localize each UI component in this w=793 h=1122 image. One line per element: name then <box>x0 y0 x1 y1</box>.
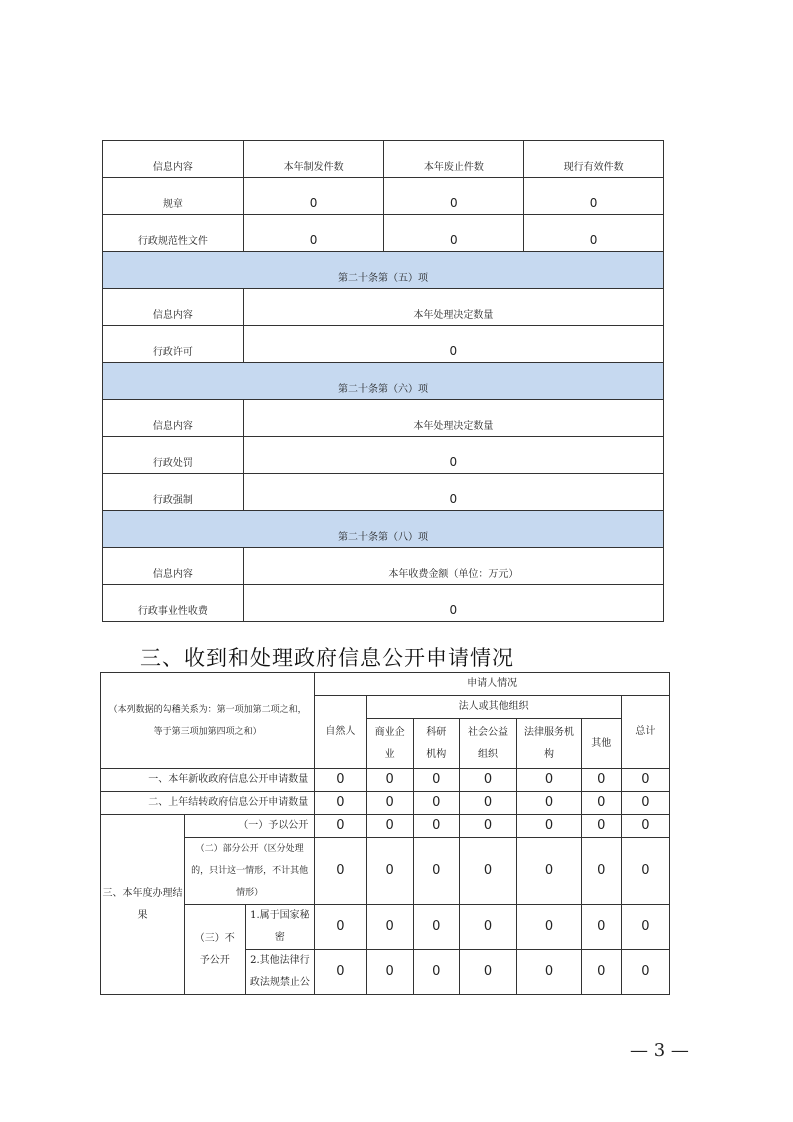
row-label: 行政处罚 <box>103 437 244 474</box>
section-header-row <box>103 363 664 400</box>
header-cell: 本年收费金额（单位：万元） <box>243 548 663 585</box>
value-cell: 0 <box>315 792 366 815</box>
value-cell: 0 <box>459 815 516 838</box>
value-cell: 0 <box>621 950 669 995</box>
value-cell: 0 <box>413 950 459 995</box>
note-cell: （本列数据的勾稽关系为：第一项加第二项之和，等于第三项加第四项之和） <box>101 673 315 769</box>
header-cell: 申请人情况 <box>315 673 670 696</box>
row-label: 行政许可 <box>103 326 244 363</box>
value-cell: 0 <box>517 815 582 838</box>
value-cell: 0 <box>315 905 366 950</box>
value-cell: 0 <box>366 815 413 838</box>
value-cell: 0 <box>315 838 366 905</box>
value-cell: 0 <box>384 215 524 252</box>
value-cell: 0 <box>459 950 516 995</box>
row-group-label: （三）不予公开 <box>185 905 245 995</box>
value-cell: 0 <box>315 950 366 995</box>
table-row <box>103 215 664 252</box>
page-number: — 3 — <box>630 1040 689 1061</box>
header-cell: 本年废止件数 <box>384 141 524 178</box>
value-cell: 0 <box>413 792 459 815</box>
value-cell: 0 <box>315 815 366 838</box>
table-row <box>103 178 664 215</box>
value-cell: 0 <box>524 178 664 215</box>
row-label: 1.属于国家秘密 <box>245 905 315 950</box>
value-cell: 0 <box>459 905 516 950</box>
value-cell: 0 <box>517 905 582 950</box>
table-row <box>101 838 670 905</box>
value-cell: 0 <box>243 326 663 363</box>
section-title: 第二十条第（六）项 <box>103 363 664 400</box>
row-label: 行政强制 <box>103 474 244 511</box>
value-cell: 0 <box>459 769 516 792</box>
header-cell: 信息内容 <box>103 289 244 326</box>
header-cell: 法人或其他组织 <box>366 696 621 719</box>
table-header-row <box>103 141 664 178</box>
header-cell: 商业企业 <box>366 719 413 769</box>
value-cell: 0 <box>517 950 582 995</box>
header-cell: 总计 <box>621 696 669 769</box>
header-cell: 信息内容 <box>103 400 244 437</box>
table-row <box>103 585 664 622</box>
value-cell: 0 <box>366 769 413 792</box>
value-cell: 0 <box>366 905 413 950</box>
value-cell: 0 <box>581 838 621 905</box>
value-cell: 0 <box>581 792 621 815</box>
header-cell: 信息内容 <box>103 548 244 585</box>
applications-table <box>100 672 670 995</box>
table-header-row <box>101 673 670 696</box>
table-row <box>101 769 670 792</box>
table-row <box>101 905 670 950</box>
row-group-label: 三、本年度办理结果 <box>101 815 185 995</box>
row-label: 一、本年新收政府信息公开申请数量 <box>101 769 315 792</box>
value-cell: 0 <box>315 769 366 792</box>
table-row <box>103 474 664 511</box>
value-cell: 0 <box>413 815 459 838</box>
row-label: 行政规范性文件 <box>103 215 244 252</box>
row-label: 二、上年结转政府信息公开申请数量 <box>101 792 315 815</box>
value-cell: 0 <box>243 437 663 474</box>
header-cell: 本年处理决定数量 <box>243 400 663 437</box>
table-row <box>101 815 670 838</box>
section-header-row <box>103 511 664 548</box>
row-label: （二）部分公开（区分处理的，只计这一情形，不计其他情形） <box>185 838 315 905</box>
value-cell: 0 <box>581 950 621 995</box>
row-label: 2.其他法律行政法规禁止公 <box>245 950 315 995</box>
value-cell: 0 <box>243 215 384 252</box>
value-cell: 0 <box>366 950 413 995</box>
section-header-row <box>103 252 664 289</box>
row-label: 行政事业性收费 <box>103 585 244 622</box>
row-label: 规章 <box>103 178 244 215</box>
section-title: 第二十条第（八）项 <box>103 511 664 548</box>
table-row <box>103 437 664 474</box>
value-cell: 0 <box>581 905 621 950</box>
value-cell: 0 <box>243 585 663 622</box>
row-label: （一）予以公开 <box>185 815 315 838</box>
value-cell: 0 <box>384 178 524 215</box>
value-cell: 0 <box>524 215 664 252</box>
value-cell: 0 <box>621 769 669 792</box>
value-cell: 0 <box>413 905 459 950</box>
regulations-table <box>102 140 664 622</box>
value-cell: 0 <box>243 474 663 511</box>
value-cell: 0 <box>243 178 384 215</box>
header-cell: 法律服务机构 <box>517 719 582 769</box>
value-cell: 0 <box>366 838 413 905</box>
header-cell: 自然人 <box>315 696 366 769</box>
table-row <box>101 792 670 815</box>
value-cell: 0 <box>517 792 582 815</box>
header-cell: 现行有效件数 <box>524 141 664 178</box>
header-cell: 科研机构 <box>413 719 459 769</box>
section-title: 第二十条第（五）项 <box>103 252 664 289</box>
value-cell: 0 <box>413 769 459 792</box>
table-header-row <box>103 289 664 326</box>
value-cell: 0 <box>621 815 669 838</box>
value-cell: 0 <box>621 838 669 905</box>
value-cell: 0 <box>366 792 413 815</box>
value-cell: 0 <box>517 769 582 792</box>
value-cell: 0 <box>621 792 669 815</box>
table-header-row <box>103 400 664 437</box>
value-cell: 0 <box>459 792 516 815</box>
table-row <box>103 326 664 363</box>
value-cell: 0 <box>413 838 459 905</box>
section-heading: 三、收到和处理政府信息公开申请情况 <box>140 646 514 670</box>
header-cell: 信息内容 <box>103 141 244 178</box>
value-cell: 0 <box>621 905 669 950</box>
header-cell: 本年处理决定数量 <box>243 289 663 326</box>
table-header-row <box>103 548 664 585</box>
value-cell: 0 <box>581 769 621 792</box>
value-cell: 0 <box>517 838 582 905</box>
value-cell: 0 <box>459 838 516 905</box>
value-cell: 0 <box>581 815 621 838</box>
header-cell: 其他 <box>581 719 621 769</box>
header-cell: 社会公益组织 <box>459 719 516 769</box>
header-cell: 本年制发件数 <box>243 141 384 178</box>
